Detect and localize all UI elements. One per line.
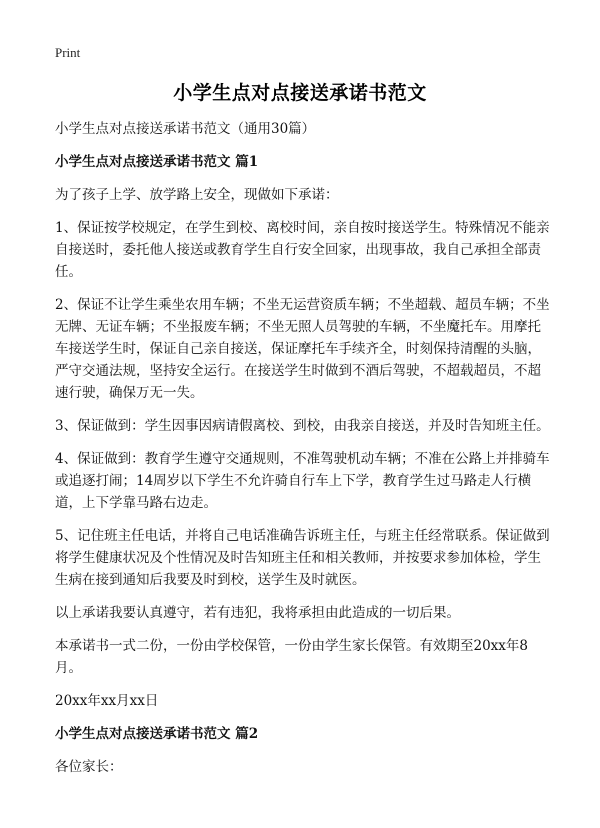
paragraph-item-5: 5、记住班主任电话，并将自己电话准确告诉班主任，与班主任经常联系。保证做到将学生健康状况及个性情况及时告知班主任和相关教师，并按要求参加体检，学生生病在接到通知后我要及时到校，送学生及时就医。 <box>55 528 550 588</box>
paragraph-greeting: 各位家长： <box>55 759 123 775</box>
section-heading-2: 小学生点对点接送承诺书范文 篇2 <box>55 726 259 742</box>
paragraph-item-4: 4、保证做到：教育学生遵守交通规则，不准驾驶机动车辆；不准在公路上并排骑车或追逐打闹；14周岁以下学生不允许骑自行车上下学，教育学生过马路走人行横道，上下学靠马路右边走。 <box>55 451 550 511</box>
document-body <box>55 118 550 789</box>
paragraph-item-1: 1、保证按学校规定，在学生到校、离校时间，亲自按时接送学生。特殊情况不能亲自接送时，委托他人接送或教育学生自行安全回家，出现事故，我自己承担全部责任。 <box>55 220 550 280</box>
paragraph-intro: 为了孩子上学、放学路上安全，现做如下承诺： <box>55 187 339 203</box>
date-line: 20xx年xx月xx日 <box>55 693 159 709</box>
print-link[interactable]: Print <box>55 45 81 60</box>
document-subtitle: 小学生点对点接送承诺书范文（通用30篇） <box>55 121 316 137</box>
paragraph-commitment: 以上承诺我要认真遵守，若有违犯，我将承担由此造成的一切后果。 <box>55 605 460 621</box>
paragraph-validity: 本承诺书一式二份，一份由学校保管，一份由学生家长保管。有效期至20xx年8月。 <box>55 638 528 676</box>
paragraph-item-3: 3、保证做到：学生因事因病请假离校、到校，由我亲自接送，并及时告知班主任。 <box>55 418 550 434</box>
section-heading-1: 小学生点对点接送承诺书范文 篇1 <box>55 154 259 170</box>
page-title: 小学生点对点接送承诺书范文 <box>173 82 427 104</box>
paragraph-item-2: 2、保证不让学生乘坐农用车辆；不坐无运营资质车辆；不坐超载、超员车辆；不坐无牌、无证车辆；不坐报废车辆；不坐无照人员驾驶的车辆，不坐魔托车。用摩托车接送学生时，保证自己亲自接送，保证摩托车手续齐全，时刻保持清醒的头脑，严守交通法规，坚持安全运行。在接送学生时做到不酒后驾驶，不超载超员，不超速行驶，确保万无一失。 <box>55 297 550 401</box>
